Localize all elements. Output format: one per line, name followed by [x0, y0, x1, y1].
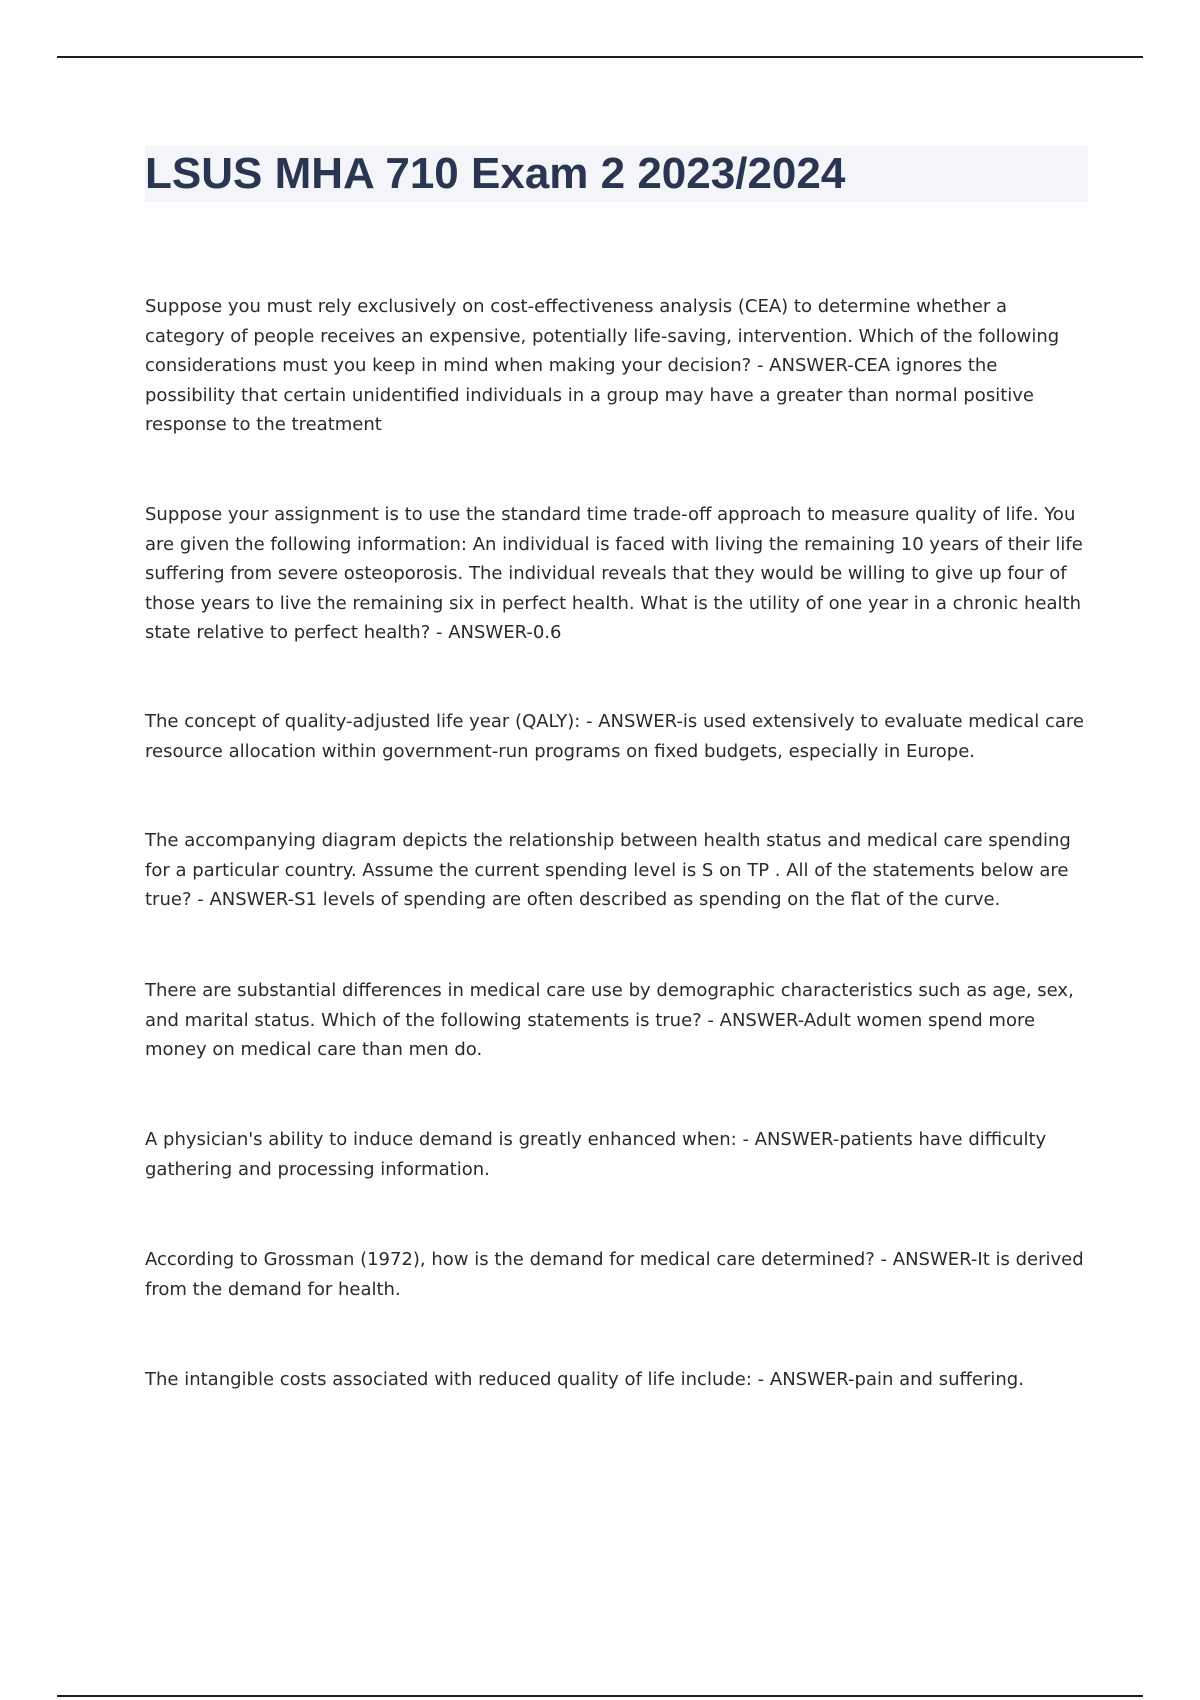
- bottom-rule: [57, 1695, 1143, 1697]
- answer-separator: - ANSWER-: [580, 711, 683, 732]
- qa-item-1: [145, 292, 1090, 440]
- answer-text: is used extensively to evaluate medical care resource allocation within government-run programs on fixed budgets, especially in Europe.: [145, 711, 1084, 762]
- answer-text: 0.6: [532, 622, 562, 643]
- qa-item-7: [145, 1245, 1090, 1304]
- answer-text: It is derived from the demand for health.: [145, 1249, 1084, 1300]
- answer-separator: - ANSWER-: [874, 1249, 978, 1270]
- answer-separator: - ANSWER-: [430, 622, 533, 643]
- question-text: The concept of quality-adjusted life year (QALY):: [145, 711, 581, 732]
- qa-item-2: [145, 500, 1090, 648]
- answer-separator: - ANSWER-: [736, 1129, 840, 1150]
- answer-text: CEA ignores the possibility that certain unidentified individuals in a group may have a greater than normal positive response to the treatment: [145, 355, 1034, 435]
- answer-text: patients have difficulty gathering and processing information.: [145, 1129, 1047, 1180]
- title-banner: [145, 146, 1088, 202]
- question-text: There are substantial differences in medical care use by demographic characteristics such as age, sex, and marital status. Which of the following statements is true?: [145, 980, 1074, 1031]
- answer-text: pain and suffering.: [854, 1369, 1024, 1390]
- question-text: Suppose you must rely exclusively on cost-effectiveness analysis (CEA) to determine whether a category of people receives an expensive, potentially life-saving, intervention. Which of the following considerations must you keep in mind when making your decision?: [145, 296, 1060, 376]
- top-rule: [57, 56, 1143, 58]
- question-text: The intangible costs associated with reduced quality of life include:: [145, 1369, 752, 1390]
- answer-text: S1 levels of spending are often described as spending on the flat of the curve.: [294, 889, 1001, 910]
- question-text: A physician's ability to induce demand is greatly enhanced when:: [145, 1129, 737, 1150]
- answer-text: Adult women spend more money on medical care than men do.: [145, 1009, 1036, 1060]
- page-title: LSUS MHA 710 Exam 2 2023/2024: [145, 149, 846, 198]
- answer-separator: - ANSWER-: [191, 889, 295, 910]
- qa-item-3: [145, 707, 1090, 766]
- question-text: According to Grossman (1972), how is the demand for medical care determined?: [145, 1249, 875, 1270]
- question-text: The accompanying diagram depicts the relationship between health status and medical care spending for a particular country. Assume the current spending level is S on TP . All of the statements below are true?: [145, 830, 1071, 910]
- question-text: Suppose your assignment is to use the standard time trade-off approach to measure quality of life. You are given the following information: An individual is faced with living the remaining 10 years of their life suffering from severe osteoporosis. The individual reveals that they would be willing to give up four of those years to live the remaining six in perfect health. What is the utility of one year in a chronic health state relative to perfect health?: [145, 504, 1083, 643]
- qa-item-6: [145, 1125, 1090, 1184]
- qa-item-5: [145, 976, 1090, 1065]
- answer-separator: - ANSWER-: [751, 355, 854, 376]
- qa-item-8: [145, 1365, 1090, 1395]
- qa-item-4: [145, 826, 1090, 915]
- answer-separator: - ANSWER-: [701, 1009, 804, 1031]
- answer-separator: - ANSWER-: [751, 1369, 855, 1390]
